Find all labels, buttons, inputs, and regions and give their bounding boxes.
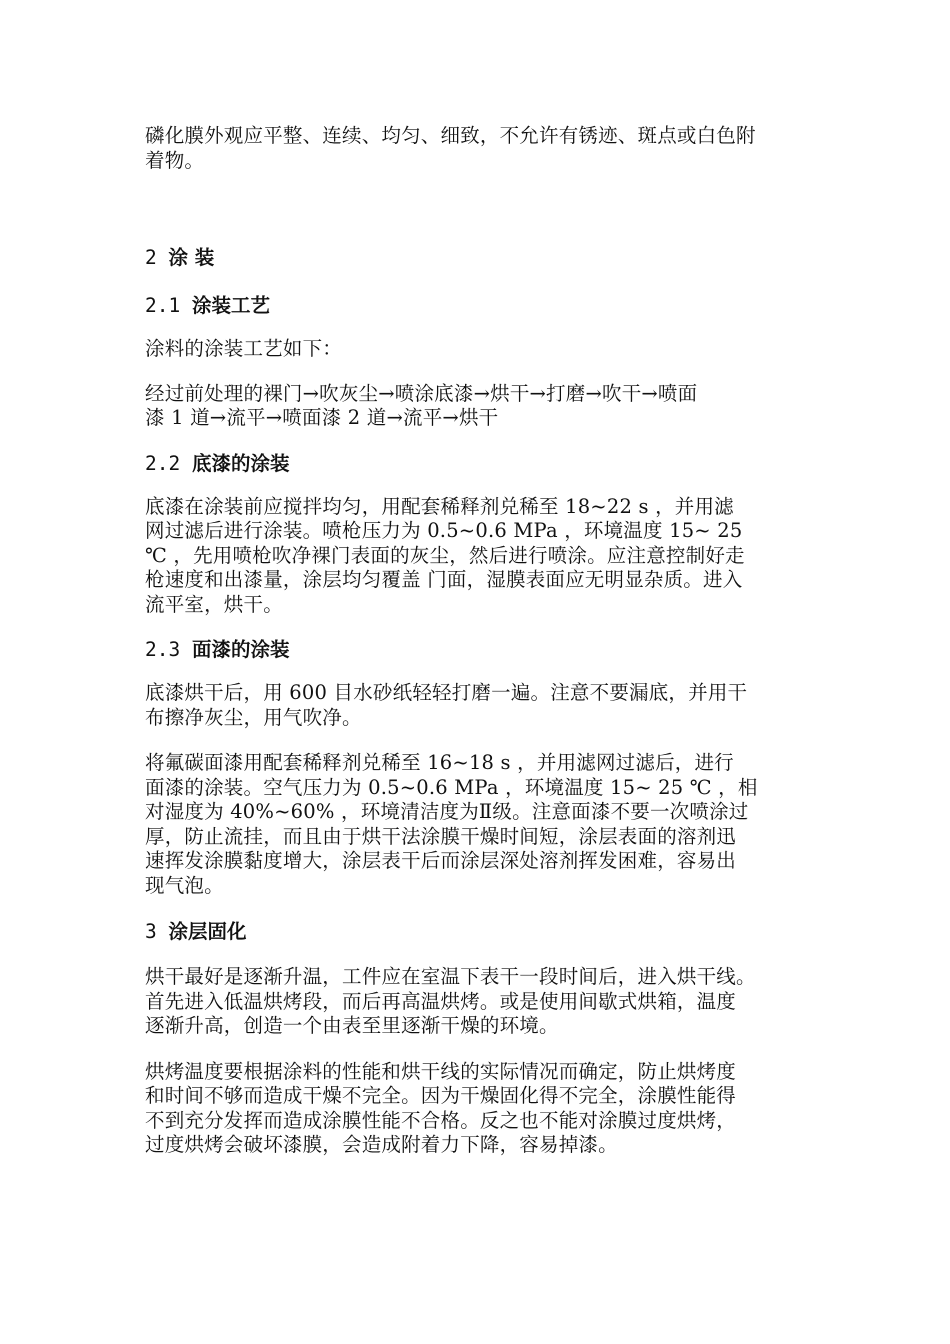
section-number: 2 bbox=[145, 246, 157, 269]
text-line: 面漆的涂装。空气压力为 0.5~0.6 MPa ，环境温度 15~ 25 ℃ ，相 bbox=[145, 775, 758, 799]
text-line: 过度烘烤会破坏漆膜，会造成附着力下降，容易掉漆。 bbox=[145, 1133, 618, 1156]
section-2-3-heading bbox=[145, 638, 815, 662]
text-line: 流平室，烘干。 bbox=[145, 592, 283, 616]
section-number: 2.1 bbox=[145, 294, 181, 317]
text-line: 烘干最好是逐渐升温，工件应在室温下表干一段时间后，进入烘干线。 bbox=[145, 965, 756, 988]
section-2-1-heading bbox=[145, 294, 815, 318]
section-number: 2.3 bbox=[145, 638, 181, 661]
text-line: 现气泡。 bbox=[145, 873, 224, 897]
text-line: 网过滤后进行涂装。喷枪压力为 0.5~0.6 MPa ，环境温度 15~ 25 bbox=[145, 519, 743, 542]
text-line: ℃ ，先用喷枪吹净裸门表面的灰尘，然后进行喷涂。应注意控制好走 bbox=[145, 543, 745, 567]
text-line: 不到充分发挥而造成涂膜性能不合格。反之也不能对涂膜过度烘烤， bbox=[145, 1108, 737, 1132]
document-page bbox=[145, 118, 815, 1158]
text-line: 枪速度和出漆量，涂层均匀覆盖 门面，湿膜表面应无明显杂质。进入 bbox=[145, 568, 743, 591]
section-2-1-paragraph-1 bbox=[145, 337, 815, 362]
section-3-paragraph-1 bbox=[145, 965, 815, 1039]
text-line: 漆 1 道→流平→喷面漆 2 道→流平→烘干 bbox=[145, 406, 499, 429]
text-line: 逐渐升高，创造一个由表至里逐渐干燥的环境。 bbox=[145, 1014, 559, 1037]
text-line: 着物。 bbox=[145, 148, 205, 172]
text-line: 将氟碳面漆用配套稀释剂兑稀至 16~18 s ，并用滤网过滤后，进行 bbox=[145, 751, 734, 774]
section-title: 面漆的涂装 bbox=[191, 638, 290, 661]
text-line: 厚，防止流挂，而且由于烘干法涂膜干燥时间短，涂层表面的溶剂迅 bbox=[145, 824, 737, 848]
text-line: 磷化膜外观应平整、连续、均匀、细致，不允许有锈迹、斑点或白色附 bbox=[145, 124, 756, 147]
section-title: 涂装工艺 bbox=[191, 294, 270, 317]
section-number: 2.2 bbox=[145, 451, 181, 475]
section-3-paragraph-2 bbox=[145, 1060, 815, 1158]
section-title: 底漆的涂装 bbox=[191, 451, 290, 475]
text-line: 对湿度为 40%~60% ，环境清洁度为Ⅱ级。注意面漆不要一次喷涂过 bbox=[145, 800, 749, 823]
section-2-3-paragraph-1 bbox=[145, 681, 815, 730]
text-line: 首先进入低温烘烤段，而后再高温烘烤。或是使用间歇式烘箱，温度 bbox=[145, 989, 737, 1013]
text-line: 底漆在涂装前应搅拌均匀，用配套稀释剂兑稀至 18~22 s ，并用滤 bbox=[145, 494, 734, 518]
section-2-3-paragraph-2 bbox=[145, 751, 815, 898]
intro-paragraph bbox=[145, 124, 815, 173]
section-2-heading bbox=[145, 246, 815, 270]
text-line: 布擦净灰尘，用气吹净。 bbox=[145, 705, 362, 729]
text-line: 涂料的涂装工艺如下： bbox=[145, 337, 343, 360]
text-line: 底漆烘干后，用 600 目水砂纸轻轻打磨一遍。注意不要漏底，并用干 bbox=[145, 681, 748, 704]
text-line: 和时间不够而造成干燥不完全。因为干燥固化得不完全，涂膜性能得 bbox=[145, 1084, 737, 1107]
section-number: 3 bbox=[145, 920, 157, 943]
section-2-1-paragraph-2 bbox=[145, 382, 815, 431]
text-line: 经过前处理的裸门→吹灰尘→喷涂底漆→烘干→打磨→吹干→喷面 bbox=[145, 381, 698, 405]
text-line: 烘烤温度要根据涂料的性能和烘干线的实际情况而确定，防止烘烤度 bbox=[145, 1059, 737, 1083]
section-title: 涂层固化 bbox=[168, 920, 247, 943]
section-2-2-heading bbox=[145, 452, 815, 476]
text-line: 速挥发涂膜黏度增大，涂层表干后而涂层深处溶剂挥发困难，容易出 bbox=[145, 849, 737, 872]
section-title: 涂 装 bbox=[168, 246, 215, 269]
section-3-heading bbox=[145, 920, 815, 944]
section-2-2-paragraph-1 bbox=[145, 495, 815, 618]
